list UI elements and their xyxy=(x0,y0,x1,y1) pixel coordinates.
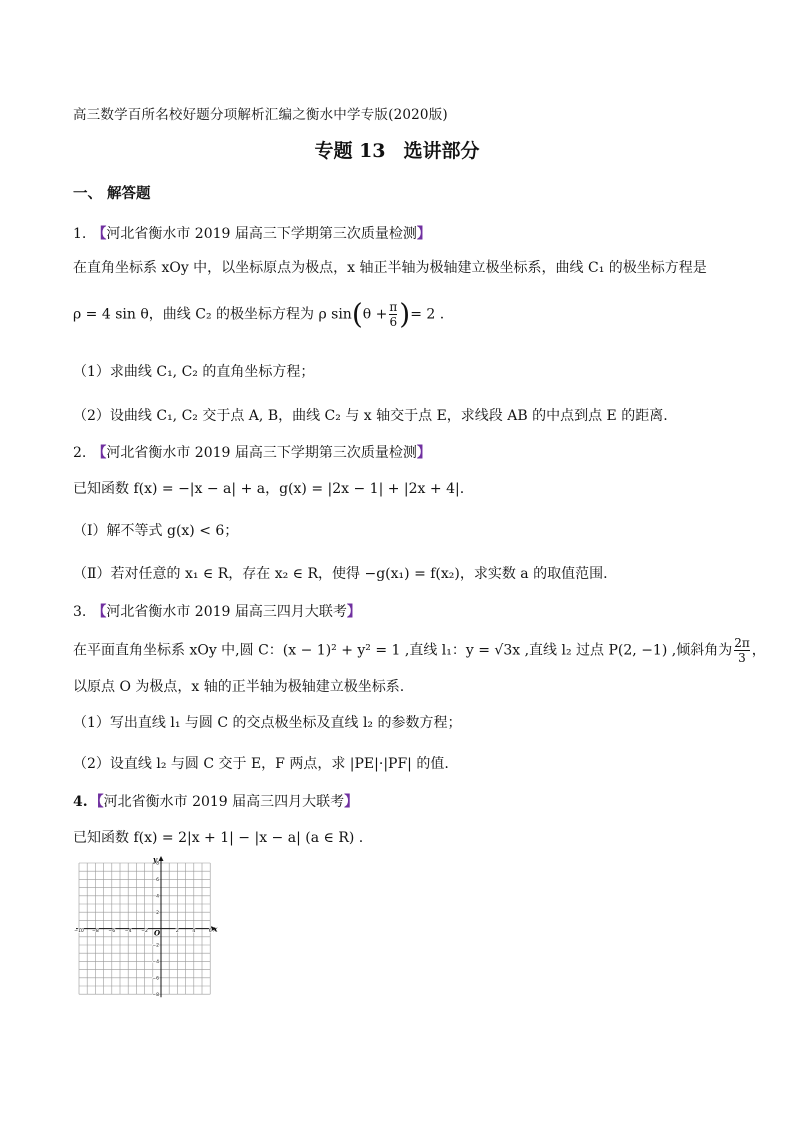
problem-1-stem-line1: 在直角坐标系 xOy 中，以坐标原点为极点，x 轴正半轴为极轴建立极坐标系，曲线 C₁ 的极坐标方程是 xyxy=(73,260,707,276)
problem-2-number: 2. xyxy=(73,445,87,461)
problem-1-stem-line2-start: ρ = 4 sin θ，曲线 C₂ 的极坐标方程为 ρ sin xyxy=(73,306,352,323)
y-tick-label: −4 xyxy=(152,960,159,965)
tick-labels xyxy=(74,855,218,998)
x-tick-label: 6 xyxy=(208,929,212,935)
x-tick-label: 2 xyxy=(175,929,179,935)
problem-3-stem-line1-start: 在平面直角坐标系 xOy 中,圆 C：(x − 1)² + y² = 1 ,直线 l₁：y = √3x ,直线 l₂ 过点 P(2, −1) ,倾斜角为 xyxy=(73,642,733,659)
problem-2-question-2: （Ⅱ）若对任意的 x₁ ∈ R，存在 x₂ ∈ R，使得 −g(x₁) = f(x₂)，求实数 a 的取值范围. xyxy=(73,566,608,582)
section-heading: 一、 解答题 xyxy=(73,185,151,202)
problem-4-stem: 已知函数 f(x) = 2|x + 1| − |x − a| (a ∈ R) . xyxy=(73,830,364,846)
x-tick-label: −10 xyxy=(74,929,84,935)
x-tick-label: −2 xyxy=(141,929,148,935)
x-tick-label: −8 xyxy=(92,929,99,935)
problem-1-question-2: （2）设曲线 C₁, C₂ 交于点 A, B，曲线 C₂ 与 x 轴交于点 E，求线段 AB 的中点到点 E 的距离. xyxy=(73,408,668,424)
problem-3-stem-line2: 以原点 O 为极点，x 轴的正半轴为极轴建立极坐标系. xyxy=(73,679,405,695)
origin-label: O xyxy=(154,928,161,938)
y-tick-label: 4 xyxy=(156,894,159,900)
problem-1-fraction-den: 6 xyxy=(389,315,398,329)
y-tick-label: −2 xyxy=(152,943,159,949)
y-axis-arrow xyxy=(159,856,164,861)
problem-1-fraction-num: π xyxy=(389,300,398,314)
problem-3-number: 3. xyxy=(73,604,87,620)
problem-3-fraction xyxy=(734,636,750,665)
problem-2-stem: 已知函数 f(x) = −|x − a| + a，g(x) = |2x − 1| + |2x + 4|. xyxy=(73,481,465,497)
series-title: 高三数学百所名校好题分项解析汇编之衡水中学专版(2020版) xyxy=(73,107,448,123)
problem-3-question-1: （1）写出直线 l₁ 与圆 C 的交点极坐标及直线 l₂ 的参数方程； xyxy=(73,715,462,731)
problem-1-theta: θ + xyxy=(362,306,388,323)
problem-2-source: 河北省衡水市 2019 届高三下学期第三次质量检测 xyxy=(106,445,417,461)
page-title xyxy=(0,136,794,163)
x-tick-label: −6 xyxy=(108,929,116,935)
y-tick-label: 2 xyxy=(156,910,159,916)
problem-2-question-1: （Ⅰ）解不等式 g(x) < 6； xyxy=(73,523,239,539)
problem-3-question-2: （2）设直线 l₂ 与圆 C 交于 E，F 两点，求 |PE|·|PF| 的值. xyxy=(73,756,449,772)
problem-2-header: 2. 【河北省衡水市 2019 届高三下学期第三次质量检测】 xyxy=(73,445,431,461)
y-axis-label: y xyxy=(153,855,158,864)
problem-1-source: 河北省衡水市 2019 届高三下学期第三次质量检测 xyxy=(106,226,417,242)
title-topic-name: 选讲部分 xyxy=(403,140,480,162)
y-tick-label: 6 xyxy=(156,878,159,883)
problem-1-stem-line2: ρ = 4 sin θ，曲线 C₂ 的极坐标方程为 ρ sin(θ + $\frac{\pi}{6}$ )= 2 . xyxy=(73,297,445,331)
y-tick-label: −6 xyxy=(152,976,159,982)
problem-3-source: 河北省衡水市 2019 届高三四月大联考 xyxy=(106,604,347,620)
y-tick-label: −8 xyxy=(152,992,159,998)
coordinate-grid-figure xyxy=(73,855,223,1005)
problem-3-header: 3. 【河北省衡水市 2019 届高三四月大联考】 xyxy=(73,604,361,620)
problem-3-fraction-den: 3 xyxy=(734,650,750,665)
problem-4-header: 4. 【河北省衡水市 2019 届高三四月大联考】 xyxy=(73,794,359,810)
x-axis-label: x xyxy=(213,924,218,934)
axes xyxy=(76,856,216,997)
x-tick-label: 4 xyxy=(192,929,196,935)
problem-1-header: 1. 【河北省衡水市 2019 届高三下学期第三次质量检测】 xyxy=(73,226,431,242)
title-topic-number: 专题 13 xyxy=(314,140,386,162)
problem-4-number: 4. xyxy=(73,794,88,810)
problem-3-stem-line1 xyxy=(73,636,766,665)
problem-1-fraction xyxy=(389,300,397,329)
problem-3-stem-line1-end: ， xyxy=(751,642,766,659)
y-tick-label: 8 xyxy=(156,861,159,867)
problem-1-stem-line2-end: = 2 . xyxy=(410,306,445,323)
x-tick-label: −4 xyxy=(124,929,132,935)
problem-1-number: 1. xyxy=(73,226,87,242)
problem-1-question-1: （1）求曲线 C₁, C₂ 的直角坐标方程； xyxy=(73,364,315,380)
problem-4-source: 河北省衡水市 2019 届高三四月大联考 xyxy=(103,794,345,810)
problem-3-fraction-num: 2π xyxy=(734,636,750,650)
